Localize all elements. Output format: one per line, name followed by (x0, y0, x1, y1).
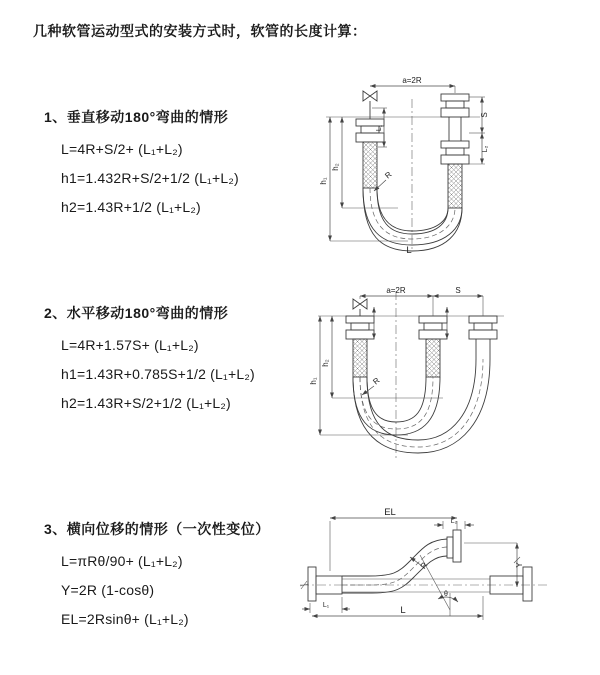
diagram-horizontal-180-bend (308, 283, 598, 463)
dim-label-l1: L₁ (376, 124, 383, 132)
formula-line: EL=2Rsinθ+ (L₁+L₂) (61, 611, 189, 627)
dim-label-r: R (371, 375, 382, 387)
dim-label-s: S (455, 286, 461, 295)
straight-pipe (342, 579, 490, 592)
dim-label-l: L (400, 605, 406, 616)
section-2 (44, 304, 324, 418)
section-3 (44, 520, 324, 634)
right-flange-fitting (490, 567, 532, 601)
dim-label-h2: h₂ (321, 359, 330, 367)
hose-loop (363, 188, 462, 251)
section-3-heading: 3、横向位移的情形（一次性变位） (44, 521, 270, 537)
dim-label-l2: L₂ (450, 518, 458, 525)
formula-line: L=πRθ/90+ (L₁+L₂) (61, 553, 183, 569)
dim-label-el: EL (384, 507, 396, 518)
section-3-formulas (61, 547, 324, 634)
dim-label-theta: θ (444, 591, 448, 598)
dim-label-l: L (406, 245, 412, 256)
section-1 (44, 108, 324, 222)
dim-label-a2r: a=2R (402, 76, 422, 85)
dim-label-a2r: a=2R (386, 286, 406, 295)
dim-label-r: R (383, 169, 394, 181)
left-flange-fitting (346, 316, 374, 377)
dimensions (319, 76, 489, 256)
formula-line: h2=1.43R+1/2 (L₁+L₂) (61, 199, 201, 215)
page-title: 几种软管运动型式的安装方式时，软管的长度计算： (33, 23, 367, 39)
formula-line: Y=2R (1-cosθ) (61, 582, 155, 598)
left-flange-fitting (308, 567, 342, 601)
dim-label-h1: h₁ (319, 177, 328, 185)
dim-label-s: S (480, 112, 489, 118)
moved-flange-fitting (469, 316, 497, 359)
middle-flange-fitting (419, 316, 447, 377)
dim-label-l2: L₂ (482, 145, 489, 153)
section-1-formulas (61, 135, 324, 222)
dim-label-h2: h₂ (331, 163, 340, 171)
right-flange-fitting (441, 94, 469, 208)
section-2-formulas (61, 331, 324, 418)
diagram-vertical-180-bend (312, 73, 594, 255)
dim-label-h1: h₁ (309, 377, 318, 385)
dim-label-y: Y (515, 562, 524, 568)
section-2-heading: 2、水平移动180°弯曲的情形 (44, 305, 229, 321)
formula-line: h1=1.43R+0.785S+1/2 (L₁+L₂) (61, 366, 255, 382)
section-1-heading: 1、垂直移动180°弯曲的情形 (44, 109, 229, 125)
formula-line: L=4R+1.57S+ (L₁+L₂) (61, 337, 199, 353)
valve-icon (363, 91, 377, 119)
dim-label-l1: L₁ (322, 602, 330, 609)
formula-line: L=4R+S/2+ (L₁+L₂) (61, 141, 183, 157)
valve-icon (353, 299, 367, 316)
dim-label-r: R (418, 560, 430, 571)
hose-loops (353, 359, 490, 453)
formula-line: h2=1.43R+S/2+1/2 (L₁+L₂) (61, 395, 231, 411)
diagram-lateral-displacement (298, 503, 600, 648)
formula-line: h1=1.432R+S/2+1/2 (L₁+L₂) (61, 170, 239, 186)
upper-flange-fitting (447, 530, 461, 562)
dimensions (302, 507, 524, 620)
